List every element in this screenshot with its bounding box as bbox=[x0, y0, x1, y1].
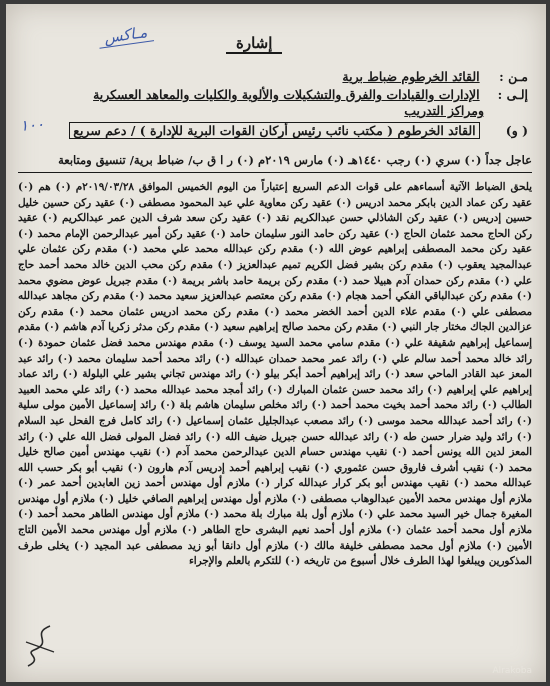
watermark-text: Alrakoba bbox=[492, 666, 532, 676]
from-line bbox=[342, 68, 528, 86]
document-body: يلحق الضباط الآتية أسماءهم على قوات الدعم السريع إعتباراً من اليوم الخميس الموافق ٢٠١٩/٠٣/٢٨م (٠) هم (٠) عقيد ركن عماد الدين بابكر محمد ادريس (٠) عقيد ركن معاوية علي عبد المحمود مصطفى (٠) عقيد ركن حسين خليل حسين إدريس (٠) عقيد ركن الشاذلي حسن عبدالكريم نقد (٠) عقيد ركن سعد شرف الدين عمر عبدالكريم (٠) عقيد ركن الحاج محمد عثمان الحاج (٠) عقيد ركن حامد النور سليمان حامد (٠) عقيد ركن أمير عبدالرحمن الإمام محمد (٠) عقيد ركن محمد المصطفى إبراهيم عوض الله (٠) مقدم ركن عبدالله محمد علي محمد (٠) مقدم ركن عثمان علي عبدالمجيد يعقوب (٠) مقدم ركن بشير فضل الكريم تميم عبدالعزيز (٠) مقدم ركن محب الدين خالد محمد أحمد حاج علي (٠) مقدم ركن حمدان آدم هبيلا حمد (٠) مقدم ركن بريمة حامد باشر بريمة (٠) مقدم جبريل عوض مضوي محمد (٠) مقدم ركن عبدالباقي الفكي أحمد هجام (٠) مقدم ركن معتصم عبدالعزيز سعيد محمد (٠) مقدم ركن مجاهد عبدالله مصطفى علي (٠) مقدم علاء الدين أحمد الخضر محمد (٠) مقدم ركن محمد ادريس عثمان محمد (٠) مقدم ركن عزالدين الجاك مختار جار النبي (٠) مقدم ركن محمد صالح إبراهيم سعيد (٠) مقدم ركن مدثر زكريا آدم هاشم (٠) مقدم إسماعيل إبراهيم شقيفة علي (٠) مقدم سامي محمد السيد يوسف (٠) مقدم مهندس محمد فضل عثمان حمودة (٠) رائد خالد محمد أحمد سالم علي (٠) رائد عمر محمد حمدان عبدالله (٠) رائد محمد أحمد سليمان محمد (٠) رائد عبد المعز عبد القادر الماحي سعد (٠) رائد إبراهيم أحمد أبكر بيلو (٠) رائد مهندس تجاني بشير علي البلولة (٠) رائد عماد إبراهيم علي إبراهيم (٠) رائد محمد حسن عثمان المبارك (٠) رائد أمجد محمد عبدالله محمد (٠) رائد علي محمد العبيد الطالب (٠) رائد محمد أحمد بخيت محمد أحمد (٠) رائد مخلص سليمان هاشم بلة (٠) رائد إسماعيل الأمين مولى سلية (٠) رائد أحمد عبدالله محمد موسى (٠) رائد مصعب عبدالجليل عثمان إسماعيل (٠) رائد كامل فرج الفحل عبد السلام (٠) رائد وليد ضرار حسن طه (٠) رائد عبدالله حسن جبريل ضيف الله (٠) رائد فضل المولى فضل الله علي (٠) رائد المعز لدين الله يونس أحمد (٠) نقيب مهندس حسام الدين عبدالرحمن محمد آدم (٠) نقيب مهندس أمين صالح خليل محمد (٠) نقيب أشرف فاروق حسن عثموري (٠) نقيب إبراهيم أحمد إدريس آدم هارون (٠) نقيب أبو بكر حسب الله عبدالله محمد (٠) نقيب مهندس أبو بكر كرار عبدالله كرار (٠) ملازم أول مهندس أحمد زين العابدين أحمد عمر (٠) ملازم أول مهندس محمد الأمين عبدالوهاب مصطفى (٠) ملازم أول مهندس إبراهيم الصافي خليل (٠) ملازم أول مهندس المغيرة جمال خير السيد محمد علي (٠) ملازم أول بلة مبارك بلة محمد (٠) ملازم أول مهندس الطاهر محمد أحمد (٠) ملازم أول محمد أحمد عثمان (٠) ملازم أول أحمد نعيم البشرى حاج الطاهر (٠) ملازم أول مهندس محمد الأمين التاج الأمين (٠) ملازم أول محمد مصطفى خليفة مالك (٠) ملازم أول دانقا أبو زيد مصطفى عبد المجيد (٠) يخلى طرف المذكورين ويبلغوا لهذا الطرف خلال أسبوع من تاريخه (٠) للتكرم بالعلم والإجراء bbox=[18, 181, 533, 568]
document-type-heading: إشارة bbox=[226, 34, 282, 54]
to-label: إلـى : bbox=[497, 87, 528, 102]
cc-value: القائد الخرطوم ( مكتب نائب رئيس أركان القوات البرية للإدارة ) / دعم سريع bbox=[69, 122, 479, 139]
handwritten-scribble: ١٠٠ bbox=[19, 114, 45, 136]
from-value: القائد الخرطوم ضباط برية bbox=[342, 69, 480, 84]
cc-label: ( و) bbox=[505, 123, 528, 138]
handwritten-note: مـاكس bbox=[97, 22, 154, 49]
reference-line: عاجل جداً (٠) سري (٠) رجب ١٤٤٠هـ (٠) مارس ٢٠١٩م (٠) ر ا ق ب/ ضباط برية/ تنسيق ومتابعة bbox=[18, 152, 532, 173]
from-label: مـن : bbox=[499, 69, 528, 84]
document-page bbox=[6, 4, 546, 682]
to-value: الإدارات والقيادات والفرق والتشكيلات والألوية والكليات والمعاهد العسكرية bbox=[93, 87, 480, 102]
cc-line bbox=[69, 122, 528, 140]
to-value-continued: ومراكز التدريب bbox=[404, 103, 484, 118]
to-line-continued bbox=[404, 102, 484, 120]
signature-mark bbox=[20, 622, 60, 668]
